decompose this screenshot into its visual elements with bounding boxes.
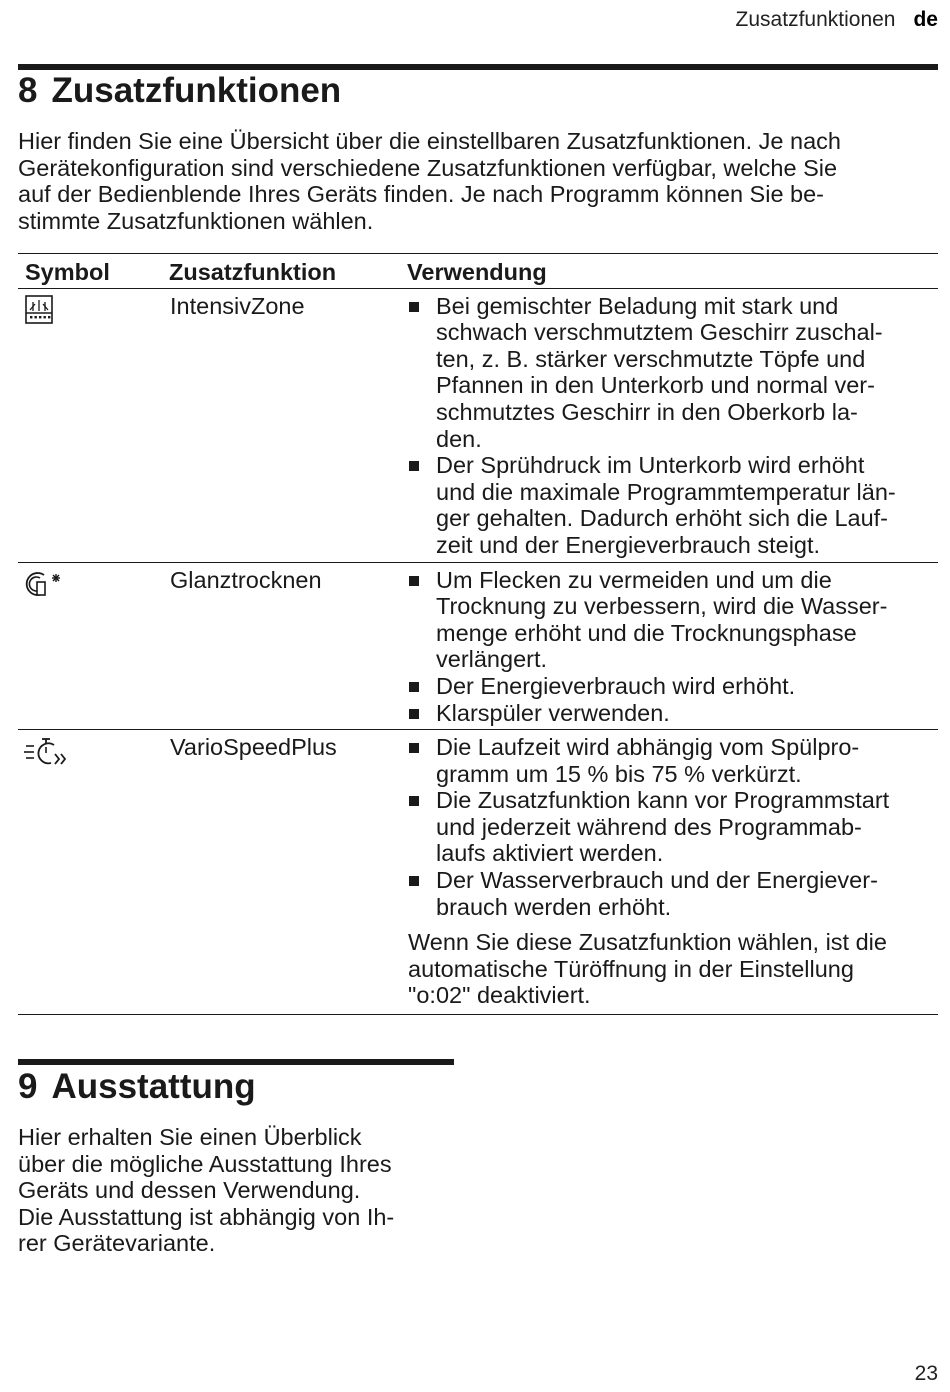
bullet-line: Die Laufzeit wird abhängig vom Spülpro- xyxy=(436,734,860,761)
bullet-line: gramm um 15 % bis 75 % verkürzt. xyxy=(436,760,802,787)
running-header xyxy=(736,8,938,32)
bullet-line: laufs aktiviert werden. xyxy=(436,840,664,867)
running-header-section: Zusatzfunktionen xyxy=(735,8,896,31)
bullet-line: und jederzeit während des Programmab- xyxy=(436,813,862,840)
variospeedplus-icon xyxy=(24,736,70,768)
intro-line: auf der Bedienblende Ihres Geräts finden. Je nach Programm können Sie be- xyxy=(18,181,825,208)
chapter-9-intro xyxy=(18,1124,454,1257)
bullet-line: schwach verschmutztem Geschirr zuschal- xyxy=(436,319,883,346)
intensivzone-icon xyxy=(24,295,56,325)
bullet-line: brauch werden erhöht. xyxy=(436,893,672,920)
intro-line: Gerätekonfiguration sind verschiedene Zusatzfunktionen verfügbar, welche Sie xyxy=(18,154,838,181)
bullet-line: zeit und der Energieverbrauch steigt. xyxy=(436,531,821,558)
table-row xyxy=(18,730,938,1015)
bullet-line: ten, z. B. stärker verschmutzte Töpfe und xyxy=(436,345,866,372)
table-row xyxy=(18,288,938,562)
bullet-line: Klarspüler verwenden. xyxy=(436,699,670,726)
bullet-line: verlängert. xyxy=(436,646,548,673)
bullet-line: Der Energieverbrauch wird erhöht. xyxy=(436,672,796,699)
usage-note xyxy=(408,929,938,1009)
bullet-line: Bei gemischter Beladung mit stark und xyxy=(436,292,839,319)
symbol-cell xyxy=(18,730,162,1015)
bullet-item xyxy=(408,734,938,787)
bullet-line: schmutztes Geschirr in den Oberkorb la- xyxy=(436,398,858,425)
chapter-8-number: 8 xyxy=(18,71,38,110)
usage-cell xyxy=(400,562,938,730)
intro-line: Hier finden Sie eine Übersicht über die einstellbaren Zusatzfunktionen. Je nach xyxy=(18,128,841,154)
glanztrocknen-icon xyxy=(24,569,62,599)
bullet-line: und die maximale Programmtemperatur län- xyxy=(436,478,896,505)
chapter-8-intro xyxy=(18,128,938,234)
bullet-line: Trocknung zu verbessern, wird die Wasser- xyxy=(436,593,888,620)
bullet-line: den. xyxy=(436,425,482,452)
bullet-item xyxy=(408,452,938,558)
intro-line: rer Gerätevariante. xyxy=(18,1230,216,1257)
intro-line: über die mögliche Ausstattung Ihres xyxy=(18,1150,392,1177)
usage-cell xyxy=(400,288,938,562)
bullet-line: menge erhöht und die Trocknungsphase xyxy=(436,619,857,646)
bullet-line: Um Flecken zu vermeiden und um die xyxy=(436,566,832,593)
bullet-line: Die Zusatzfunktion kann vor Programmstart xyxy=(436,787,890,814)
bullet-item xyxy=(408,867,938,920)
note-line: Wenn Sie diese Zusatzfunktion wählen, ist die xyxy=(408,929,887,956)
bullet-line: Der Sprühdruck im Unterkorb wird erhöht xyxy=(436,452,865,479)
function-name: Glanztrocknen xyxy=(162,562,400,730)
chapter-8-heading xyxy=(18,71,341,111)
intro-line: Hier erhalten Sie einen Überblick xyxy=(18,1124,362,1150)
header-symbol: Symbol xyxy=(18,254,162,289)
header-usage: Verwendung xyxy=(400,254,938,289)
bullet-item xyxy=(408,673,938,700)
functions-table xyxy=(18,253,938,1015)
bullet-item xyxy=(408,567,938,673)
chapter-9-heading xyxy=(18,1067,256,1107)
function-name: VarioSpeedPlus xyxy=(162,730,400,1015)
bullet-line: ger gehalten. Dadurch erhöht sich die Lauf- xyxy=(436,505,889,532)
chapter-8-rule xyxy=(18,64,938,70)
bullet-line: Pfannen in den Unterkorb und normal ver- xyxy=(436,372,875,399)
header-function: Zusatzfunktion xyxy=(162,254,400,289)
intro-line: stimmte Zusatzfunktionen wählen. xyxy=(18,207,374,234)
table-header-row xyxy=(18,254,938,289)
bullet-item xyxy=(408,700,938,727)
function-name: IntensivZone xyxy=(162,288,400,562)
language-code: de xyxy=(913,8,938,31)
note-line: "o:02" deaktiviert. xyxy=(408,982,591,1009)
bullet-item xyxy=(408,787,938,867)
symbol-cell xyxy=(18,288,162,562)
usage-cell xyxy=(400,730,938,1015)
intro-line: Geräts und dessen Verwendung. xyxy=(18,1177,361,1204)
table-row xyxy=(18,562,938,730)
chapter-9-number: 9 xyxy=(18,1067,38,1106)
symbol-cell xyxy=(18,562,162,730)
chapter-8-title: Zusatzfunktionen xyxy=(51,71,342,110)
note-line: automatische Türöffnung in der Einstellung xyxy=(408,955,854,982)
chapter-9-rule xyxy=(18,1059,454,1065)
intro-line: Die Ausstattung ist abhängig von Ih- xyxy=(18,1203,395,1230)
bullet-line: Der Wasserverbrauch und der Energiever- xyxy=(436,867,878,894)
bullet-item xyxy=(408,293,938,453)
chapter-9-title: Ausstattung xyxy=(51,1067,256,1106)
page-number: 23 xyxy=(914,1362,938,1385)
